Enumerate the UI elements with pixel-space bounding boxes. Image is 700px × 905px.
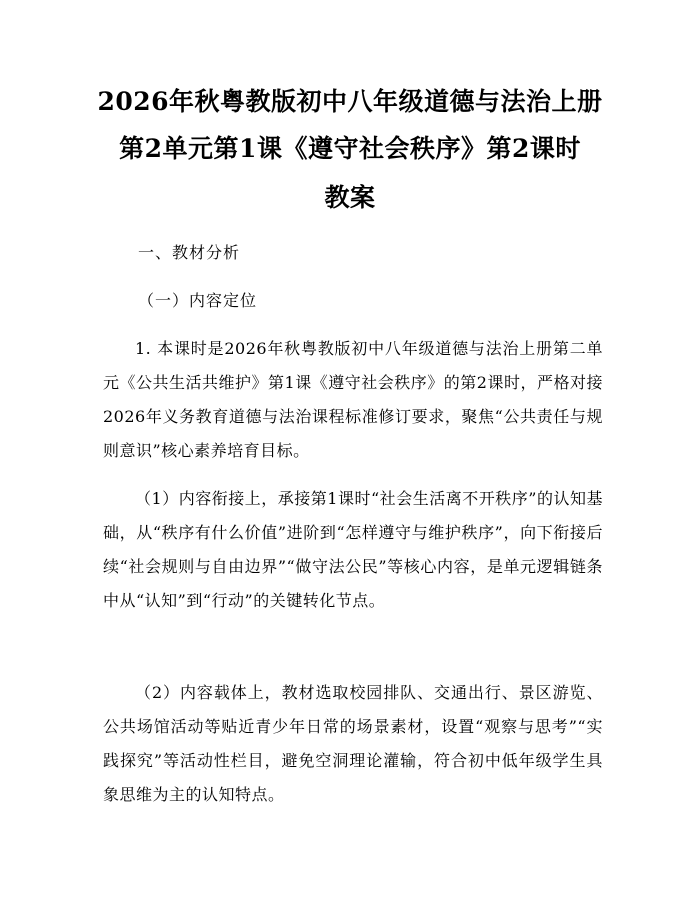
document-title-line-2: 第2单元第1课《遵守社会秩序》第2课时 bbox=[119, 134, 581, 163]
paragraph-3: （2）内容载体上，教材选取校园排队、交通出行、景区游览、公共场馆活动等贴近青少年日常的场景素材，设置“观察与思考”“实践探究”等活动性栏目，避免空洞理论灌输，符合初中低年级学生具象思维为主的认知特点。 bbox=[103, 683, 603, 804]
document-title-line-3: 教案 bbox=[324, 183, 376, 212]
document-title-line-1: 2026年秋粤教版初中八年级道德与法治上册 bbox=[97, 87, 603, 116]
paragraph-1: 1. 本课时是2026年秋粤教版初中八年级道德与法治上册第二单元《公共生活共维护》第1课《遵守社会秩序》的第2课时，严格对接2026年义务教育道德与法治课程标准修订要求，聚焦“公共责任与规则意识”核心素养培育目标。 bbox=[103, 339, 603, 460]
subsection-heading: （一）内容定位 bbox=[138, 291, 258, 310]
paragraph-2: （1）内容衔接上，承接第1课时“社会生活离不开秩序”的认知基础，从“秩序有什么价值”进阶到“怎样遵守与维护秩序”，向下衔接后续“社会规则与自由边界”“做守法公民”等核心内容，是单元逻辑链条中从“认知”到“行动”的关键转化节点。 bbox=[103, 489, 603, 610]
section-heading: 一、教材分析 bbox=[138, 243, 241, 262]
